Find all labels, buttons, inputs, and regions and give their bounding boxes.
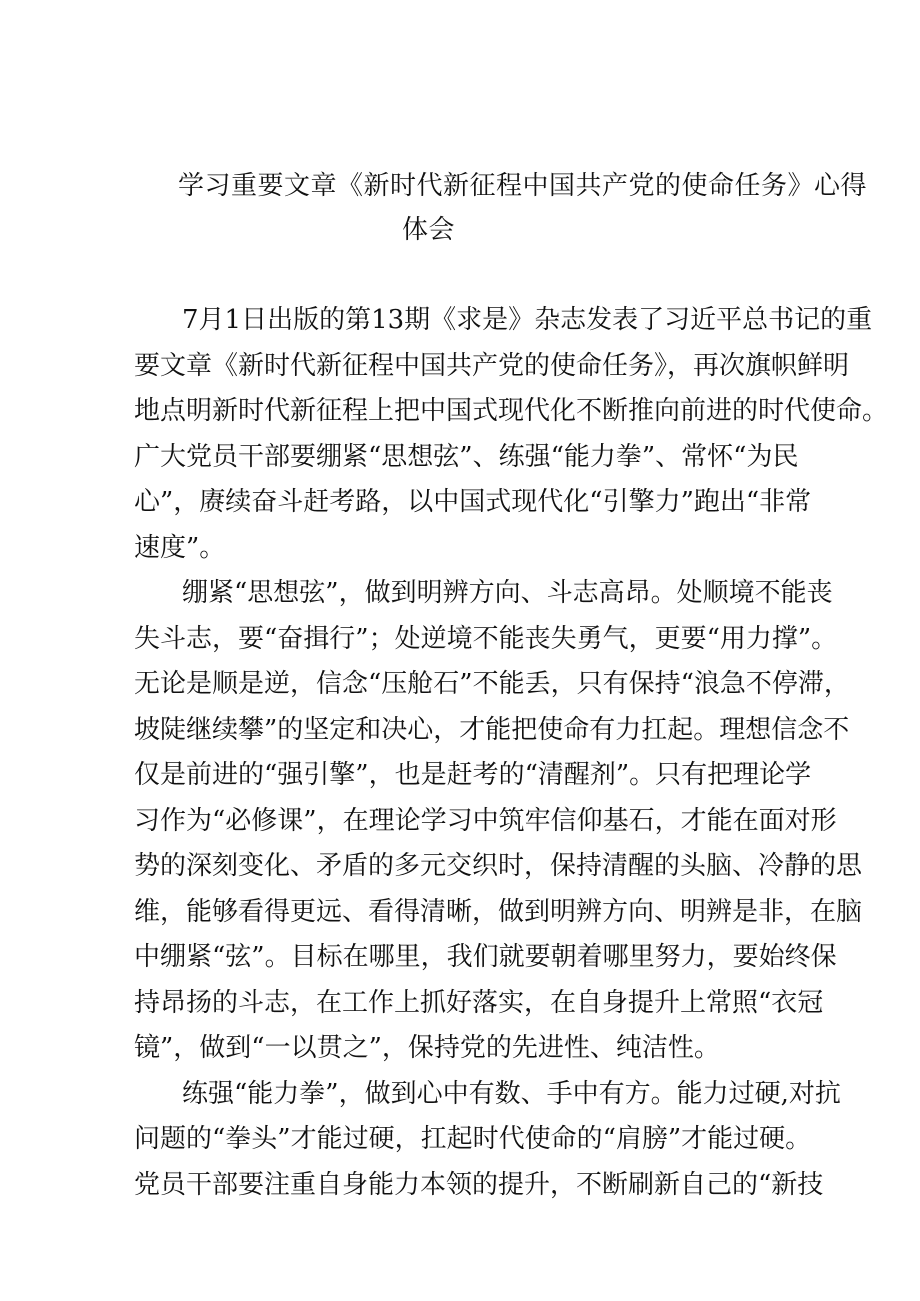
- paragraph-line: 维，能够看得更远、看得清晰，做到明辨方向、明辨是非，在脑: [134, 896, 863, 927]
- paragraph-line: 仅是前进的“强引擎”，也是赶考的“清醒剂”。只有把理论学: [134, 760, 812, 790]
- paragraph-line: 绷紧“思想弦”，做到明辨方向、斗志高昂。处顺境不能丧: [182, 578, 833, 608]
- paragraph-line: 失斗志，要“奋揖行”；处逆境不能丧失勇气，更要“用力撑”。: [134, 623, 838, 654]
- paragraph-line: 镜”，做到“一以贯之”，保持党的先进性、纯洁性。: [134, 1033, 720, 1063]
- paragraph-line: 练强“能力拳”，做到心中有数、手中有方。能力过硬,对抗: [182, 1078, 841, 1109]
- paragraph-1: [134, 298, 889, 571]
- paragraph-line: 中绷紧“弦”。目标在哪里，我们就要朝着哪里努力，要始终保: [134, 942, 837, 972]
- paragraph-line: 坡陡继续攀”的坚定和决心，才能把使命有力扛起。理想信念不: [134, 714, 850, 745]
- title-line: 体会: [402, 215, 456, 245]
- paragraph-line: 7月1日出版的第13期《求是》杂志发表了习近平总书记的重: [182, 305, 873, 335]
- paragraph-line: 要文章《新时代新征程中国共产党的使命任务》，再次旗帜鲜明: [134, 350, 850, 381]
- paragraph-line: 广大党员干部要绷紧“思想弦”、练强“能力拳”、常怀“为民: [134, 441, 799, 472]
- paragraph-line: 势的深刻变化、矛盾的多元交织时，保持清醒的头脑、冷静的思: [134, 851, 863, 881]
- paragraph-line: 持昂扬的斗志，在工作上抓好落实，在自身提升上常照“衣冠: [134, 987, 824, 1018]
- paragraph-line: 地点明新时代新征程上把中国式现代化不断推向前进的时代使命。: [134, 396, 889, 426]
- paragraph-line: 心”，赓续奋斗赶考路，以中国式现代化“引擎力”跑出“非常: [134, 487, 812, 517]
- paragraph-line: 问题的“拳头”才能过硬，扛起时代使命的“肩膀”才能过硬。: [134, 1124, 812, 1154]
- paragraph-line: 无论是顺是逆，信念“压舱石”不能丢，只有保持“浪急不停滞，: [134, 669, 850, 699]
- document-body: [134, 298, 889, 1208]
- title-line: 学习重要文章《新时代新征程中国共产党的使命任务》心得: [178, 171, 868, 201]
- paragraph-line: 党员干部要注重自身能力本领的提升，不断刷新自己的“新技: [134, 1169, 824, 1200]
- paragraph-3: [134, 1072, 841, 1209]
- paragraph-2: [134, 571, 863, 1072]
- paragraph-line: 习作为“必修课”，在理论学习中筑牢信仰基石，才能在面对形: [134, 805, 837, 836]
- document-title: [178, 164, 868, 252]
- paragraph-line: 速度”。: [134, 532, 226, 563]
